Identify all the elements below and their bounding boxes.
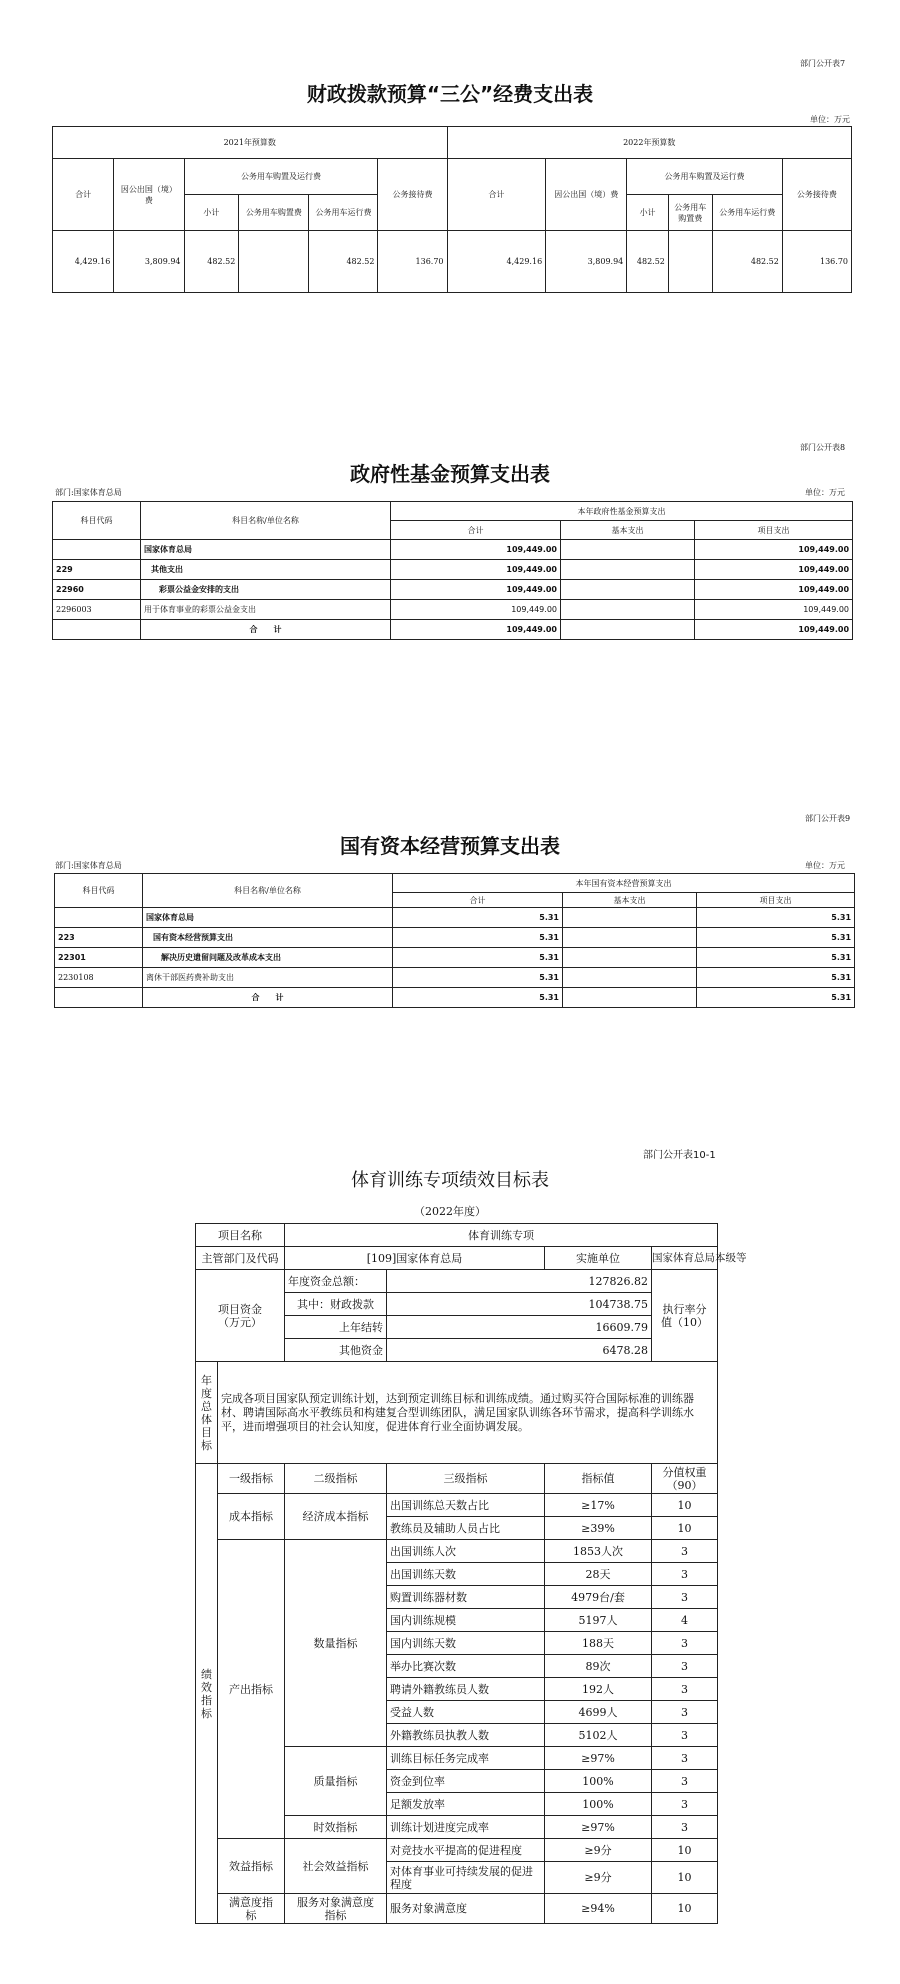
value-subtotal-b: 482.52 — [627, 231, 669, 293]
indicator-name: 受益人数 — [387, 1701, 545, 1724]
value-abroad-a: 3,809.94 — [114, 231, 184, 293]
effect-level1: 效益指标 — [218, 1839, 285, 1894]
indicator-name: 训练目标任务完成率 — [387, 1747, 545, 1770]
row-name: 用于体育事业的彩票公益金支出 — [141, 600, 391, 620]
indicator-name: 教练员及辅助人员占比 — [387, 1517, 545, 1540]
indicator-value: 5197人 — [545, 1609, 652, 1632]
header-total: 合计 — [393, 893, 563, 908]
row-name: 离休干部医药费补助支出 — [143, 968, 393, 988]
row-project: 109,449.00 — [695, 540, 853, 560]
header-weight: 分值权重（90） — [652, 1464, 718, 1494]
dept-label-9: 部门:国家体育总局 — [55, 861, 122, 870]
indicator-value: ≥39% — [545, 1517, 652, 1540]
row-total: 5.31 — [393, 908, 563, 928]
label-perf-indicators: 绩效指标 — [196, 1464, 218, 1924]
row-total: 5.31 — [393, 968, 563, 988]
indicator-weight: 3 — [652, 1563, 718, 1586]
fund-label: 其他资金 — [285, 1339, 387, 1362]
indicator-weight: 3 — [652, 1701, 718, 1724]
header-group: 本年国有资本经营预算支出 — [393, 874, 855, 893]
label-funds: 项目资金（万元） — [196, 1270, 285, 1362]
row-name: 彩票公益金安排的支出 — [141, 580, 391, 600]
indicator-weight: 3 — [652, 1724, 718, 1747]
indicator-weight: 10 — [652, 1894, 718, 1924]
page-label-8: 部门公开表8 — [800, 443, 846, 452]
row-total: 109,449.00 — [391, 580, 561, 600]
state-capital-table — [54, 873, 855, 1008]
row-project: 5.31 — [697, 968, 855, 988]
value-project-name: 体育训练专项 — [285, 1224, 718, 1247]
value-total-b: 4,429.16 — [447, 231, 546, 293]
value-operation-b: 482.52 — [712, 231, 782, 293]
sum-project: 5.31 — [697, 988, 855, 1008]
header-code: 科目代码 — [55, 874, 143, 908]
header-operation-a: 公务用车运行费 — [309, 195, 378, 231]
indicator-value: 192人 — [545, 1678, 652, 1701]
row-project: 5.31 — [697, 948, 855, 968]
row-project: 109,449.00 — [695, 560, 853, 580]
indicator-name: 举办比赛次数 — [387, 1655, 545, 1678]
row-basic — [561, 540, 695, 560]
fund-value: 6478.28 — [387, 1339, 652, 1362]
label-dept: 主管部门及代码 — [196, 1247, 285, 1270]
row-basic — [563, 908, 697, 928]
indicator-name: 出国训练人次 — [387, 1540, 545, 1563]
title-gov-fund: 政府性基金预算支出表 — [350, 462, 550, 486]
header-level2: 二级指标 — [285, 1464, 387, 1494]
header-basic: 基本支出 — [563, 893, 697, 908]
header-total-a: 合计 — [53, 159, 114, 231]
cost-level2: 经济成本指标 — [285, 1494, 387, 1540]
value-purchase-a — [239, 231, 309, 293]
header-name: 科目名称/单位名称 — [143, 874, 393, 908]
indicator-weight: 3 — [652, 1655, 718, 1678]
indicator-weight: 3 — [652, 1770, 718, 1793]
header-code: 科目代码 — [53, 502, 141, 540]
sum-label: 合 计 — [141, 620, 391, 640]
row-total: 109,449.00 — [391, 540, 561, 560]
indicator-name: 对体育事业可持续发展的促进程度 — [387, 1862, 545, 1894]
table-row — [53, 231, 852, 293]
header-project: 项目支出 — [697, 893, 855, 908]
year-label: （2022年度） — [414, 1205, 486, 1218]
indicator-weight: 3 — [652, 1793, 718, 1816]
indicator-weight: 3 — [652, 1586, 718, 1609]
unit-label-8: 单位：万元 — [805, 488, 845, 497]
table-row — [55, 948, 855, 968]
title-three-public: 财政拨款预算“三公”经费支出表 — [306, 82, 594, 106]
indicator-weight: 10 — [652, 1517, 718, 1540]
table-row — [53, 580, 853, 600]
indicator-weight: 10 — [652, 1494, 718, 1517]
value-reception-b: 136.70 — [782, 231, 851, 293]
indicator-weight: 3 — [652, 1816, 718, 1839]
fund-label: 其中：财政拨款 — [285, 1293, 387, 1316]
fund-label: 上年结转 — [285, 1316, 387, 1339]
header-vehicle-b: 公务用车购置及运行费 — [627, 159, 783, 195]
sum-label: 合 计 — [143, 988, 393, 1008]
sum-basic — [561, 620, 695, 640]
table-row — [53, 560, 853, 580]
fund-value: 104738.75 — [387, 1293, 652, 1316]
indicator-weight: 10 — [652, 1839, 718, 1862]
cost-level1: 成本指标 — [218, 1494, 285, 1540]
page-label-10-1: 部门公开表10-1 — [643, 1150, 716, 1161]
row-basic — [561, 600, 695, 620]
header-level1: 一级指标 — [218, 1464, 285, 1494]
fund-label: 年度资金总额： — [285, 1270, 387, 1293]
header-subtotal-a: 小计 — [184, 195, 239, 231]
row-basic — [561, 580, 695, 600]
value-subtotal-a: 482.52 — [184, 231, 239, 293]
table-row — [55, 968, 855, 988]
row-code: 229 — [53, 560, 141, 580]
fund-value: 16609.79 — [387, 1316, 652, 1339]
row-code: 22301 — [55, 948, 143, 968]
row-code: 2230108 — [55, 968, 143, 988]
effect-level2: 社会效益指标 — [285, 1839, 387, 1894]
indicator-weight: 3 — [652, 1632, 718, 1655]
indicator-value: ≥94% — [545, 1894, 652, 1924]
indicator-value: 100% — [545, 1770, 652, 1793]
indicator-value: 1853人次 — [545, 1540, 652, 1563]
indicator-weight: 3 — [652, 1747, 718, 1770]
value-total-a: 4,429.16 — [53, 231, 114, 293]
row-project: 109,449.00 — [695, 580, 853, 600]
header-purchase-b: 公务用车购置费 — [668, 195, 712, 231]
value-purchase-b — [668, 231, 712, 293]
indicator-name: 购置训练器材数 — [387, 1586, 545, 1609]
row-name: 国家体育总局 — [143, 908, 393, 928]
dept-label-8: 部门:国家体育总局 — [55, 488, 122, 497]
row-project: 5.31 — [697, 908, 855, 928]
table-row — [196, 1540, 718, 1563]
row-total: 5.31 — [393, 928, 563, 948]
indicator-value: ≥97% — [545, 1747, 652, 1770]
indicator-name: 对竞技水平提高的促进程度 — [387, 1839, 545, 1862]
page-label-7: 部门公开表7 — [800, 59, 846, 68]
year-2022-header: 2022年预算数 — [447, 127, 851, 159]
label-annual-goal: 年度总体目标 — [196, 1362, 218, 1464]
label-unit: 实施单位 — [545, 1247, 652, 1270]
gov-fund-table — [52, 501, 853, 640]
indicator-name: 外籍教练员执教人数 — [387, 1724, 545, 1747]
indicator-weight: 3 — [652, 1678, 718, 1701]
header-subtotal-b: 小计 — [627, 195, 669, 231]
indicator-weight: 10 — [652, 1862, 718, 1894]
header-total-b: 合计 — [447, 159, 546, 231]
header-abroad-a: 因公出国（境）费 — [114, 159, 184, 231]
sum-total: 5.31 — [393, 988, 563, 1008]
sum-basic — [563, 988, 697, 1008]
header-level3: 三级指标 — [387, 1464, 545, 1494]
row-code: 223 — [55, 928, 143, 948]
label-exec-rate: 执行率分值（10） — [652, 1270, 718, 1362]
title-performance: 体育训练专项绩效目标表 — [351, 1170, 549, 1191]
header-purchase-a: 公务用车购置费 — [239, 195, 309, 231]
row-basic — [563, 928, 697, 948]
value-dept: [109]国家体育总局 — [285, 1247, 545, 1270]
unit-label-9: 单位：万元 — [805, 861, 845, 870]
table-row — [196, 1839, 718, 1862]
row-code: 22960 — [53, 580, 141, 600]
sum-total: 109,449.00 — [391, 620, 561, 640]
table-row-sum — [53, 620, 853, 640]
row-name: 其他支出 — [141, 560, 391, 580]
indicator-name: 国内训练天数 — [387, 1632, 545, 1655]
header-group: 本年政府性基金预算支出 — [391, 502, 853, 521]
row-basic — [563, 968, 697, 988]
row-name: 国有资本经营预算支出 — [143, 928, 393, 948]
page-label-9: 部门公开表9 — [805, 814, 851, 823]
value-reception-a: 136.70 — [378, 231, 447, 293]
table-row — [196, 1894, 718, 1924]
header-name: 科目名称/单位名称 — [141, 502, 391, 540]
row-name: 国家体育总局 — [141, 540, 391, 560]
indicator-value: 4979台/套 — [545, 1586, 652, 1609]
quantity-level2: 数量指标 — [285, 1540, 387, 1747]
indicator-value: 89次 — [545, 1655, 652, 1678]
satisfaction-level2: 服务对象满意度指标 — [285, 1894, 387, 1924]
table-row — [53, 540, 853, 560]
header-operation-b: 公务用车运行费 — [712, 195, 782, 231]
header-reception-b: 公务接待费 — [782, 159, 851, 231]
header-value: 指标值 — [545, 1464, 652, 1494]
header-project: 项目支出 — [695, 521, 853, 540]
header-total: 合计 — [391, 521, 561, 540]
row-project: 5.31 — [697, 928, 855, 948]
indicator-value: 28天 — [545, 1563, 652, 1586]
indicator-value: ≥97% — [545, 1816, 652, 1839]
indicator-name: 出国训练总天数占比 — [387, 1494, 545, 1517]
header-reception-a: 公务接待费 — [378, 159, 447, 231]
indicator-name: 服务对象满意度 — [387, 1894, 545, 1924]
indicator-value: 4699人 — [545, 1701, 652, 1724]
table-row — [55, 928, 855, 948]
time-level2: 时效指标 — [285, 1816, 387, 1839]
value-abroad-b: 3,809.94 — [546, 231, 627, 293]
label-project-name: 项目名称 — [196, 1224, 285, 1247]
indicator-value: ≥17% — [545, 1494, 652, 1517]
indicator-name: 足额发放率 — [387, 1793, 545, 1816]
indicator-weight: 3 — [652, 1540, 718, 1563]
year-2021-header: 2021年预算数 — [53, 127, 448, 159]
header-abroad-b: 因公出国（境）费 — [546, 159, 627, 231]
indicator-value: ≥9分 — [545, 1839, 652, 1862]
indicator-name: 资金到位率 — [387, 1770, 545, 1793]
indicator-weight: 4 — [652, 1609, 718, 1632]
indicator-value: 100% — [545, 1793, 652, 1816]
title-state-capital: 国有资本经营预算支出表 — [340, 834, 560, 858]
quality-level2: 质量指标 — [285, 1747, 387, 1816]
sum-project: 109,449.00 — [695, 620, 853, 640]
table-row — [55, 908, 855, 928]
indicator-name: 聘请外籍教练员人数 — [387, 1678, 545, 1701]
row-code: 2296003 — [53, 600, 141, 620]
three-public-table — [52, 126, 852, 293]
row-basic — [563, 948, 697, 968]
performance-table — [195, 1223, 747, 1924]
indicator-name: 国内训练规模 — [387, 1609, 545, 1632]
indicator-value: ≥9分 — [545, 1862, 652, 1894]
indicator-value: 188天 — [545, 1632, 652, 1655]
row-project: 109,449.00 — [695, 600, 853, 620]
row-total: 5.31 — [393, 948, 563, 968]
output-level1: 产出指标 — [218, 1540, 285, 1839]
header-vehicle-a: 公务用车购置及运行费 — [184, 159, 378, 195]
satisfaction-level1: 满意度指标 — [218, 1894, 285, 1924]
header-basic: 基本支出 — [561, 521, 695, 540]
table-row — [53, 600, 853, 620]
row-total: 109,449.00 — [391, 600, 561, 620]
row-code — [55, 908, 143, 928]
row-code — [53, 540, 141, 560]
table-row — [196, 1494, 718, 1517]
indicator-name: 训练计划进度完成率 — [387, 1816, 545, 1839]
row-total: 109,449.00 — [391, 560, 561, 580]
indicator-value: 5102人 — [545, 1724, 652, 1747]
value-unit: 国家体育总局本级等 — [652, 1247, 718, 1270]
fund-value: 127826.82 — [387, 1270, 652, 1293]
row-basic — [561, 560, 695, 580]
value-operation-a: 482.52 — [309, 231, 378, 293]
value-annual-goal: 完成各项目国家队预定训练计划，达到预定训练目标和训练成绩。通过购买符合国际标准的训练器材、聘请国际高水平教练员和构建复合型训练团队，满足国家队训练各环节需求，提高科学训练水平，进而增强项目的社会认知度，促进体育行业全面协调发展。 — [218, 1362, 718, 1464]
table-row-sum — [55, 988, 855, 1008]
indicator-name: 出国训练天数 — [387, 1563, 545, 1586]
row-name: 解决历史遗留问题及改革成本支出 — [143, 948, 393, 968]
unit-label-7: 单位：万元 — [810, 115, 850, 124]
